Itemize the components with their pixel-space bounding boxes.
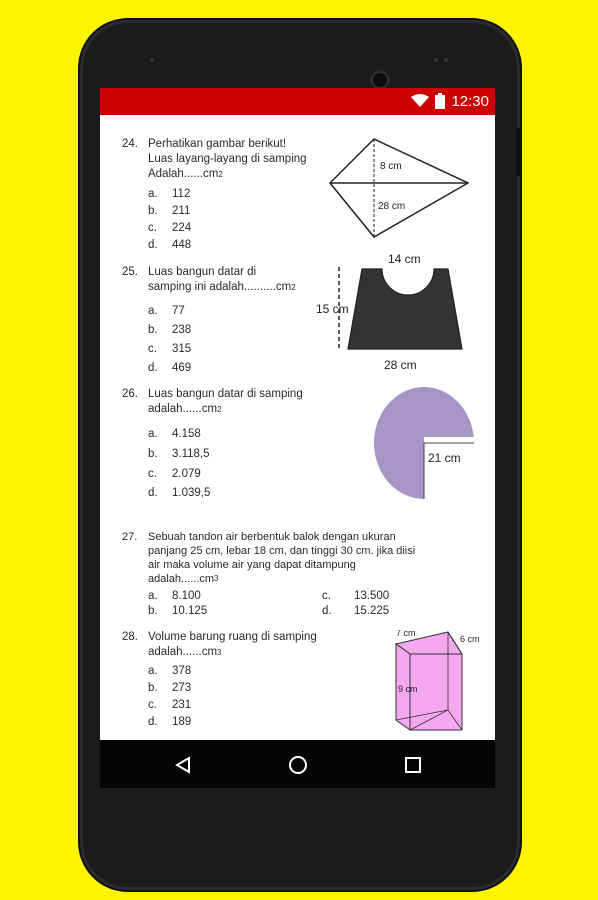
option-b[interactable] (148, 205, 190, 217)
option-value: 315 (172, 343, 192, 355)
question-number: 24. (122, 138, 138, 150)
option-value: 211 (172, 205, 191, 217)
superscript: 3 (214, 574, 219, 583)
option-value: 231 (172, 699, 192, 711)
option-letter: b. (148, 605, 158, 617)
option-letter: d. (322, 605, 332, 617)
option-c[interactable] (322, 590, 389, 602)
option-b[interactable] (148, 324, 191, 336)
option-value: 448 (172, 239, 192, 251)
question-text: adalah......cm (148, 573, 215, 585)
option-letter: a. (148, 665, 158, 677)
option-value: 469 (172, 362, 192, 374)
option-a[interactable] (148, 305, 185, 317)
option-d[interactable] (148, 716, 191, 728)
recents-icon (403, 755, 423, 775)
option-value: 189 (172, 716, 192, 728)
option-value: 10.125 (172, 605, 208, 617)
question-text: Perhatikan gambar berikut! (148, 138, 287, 150)
sensor-dot (434, 58, 438, 62)
option-a[interactable] (148, 590, 201, 602)
question-28 (122, 630, 372, 658)
option-b[interactable] (148, 448, 210, 460)
back-icon (173, 755, 193, 775)
superscript: 2 (217, 405, 222, 414)
question-text: panjang 25 cm, lebar 18 cm, dan tinggi 30 cm. jika diisi (148, 545, 416, 557)
option-a[interactable] (148, 428, 201, 440)
option-value: 378 (172, 665, 192, 677)
figure-label: 7 cm (396, 630, 416, 638)
option-letter: d. (148, 716, 158, 728)
recents-button[interactable] (400, 752, 426, 778)
question-text: Luas bangun datar di samping (148, 388, 303, 400)
option-a[interactable] (148, 665, 191, 677)
question-text: Volume barung ruang di samping (148, 631, 317, 643)
wifi-icon (411, 94, 429, 108)
option-letter: b. (148, 682, 158, 694)
question-number: 26. (122, 388, 138, 400)
question-27 (122, 530, 482, 585)
option-value: 1.039,5 (172, 487, 211, 499)
question-number: 25. (122, 266, 138, 278)
question-text: Adalah......cm (148, 168, 219, 180)
option-letter: d. (148, 487, 158, 499)
option-letter: d. (148, 239, 158, 251)
option-letter: d. (148, 362, 158, 374)
three-quarter-circle-figure (370, 385, 485, 505)
option-letter: a. (148, 188, 158, 200)
option-letter: c. (148, 343, 157, 355)
kite-figure (328, 137, 470, 241)
option-letter: c. (148, 222, 157, 234)
option-d[interactable] (148, 239, 191, 251)
question-text: Luas layang-layang di samping (148, 153, 307, 165)
option-letter: b. (148, 448, 158, 460)
option-b[interactable] (148, 682, 191, 694)
front-camera (370, 70, 390, 90)
option-value: 112 (172, 188, 191, 200)
back-button[interactable] (170, 752, 196, 778)
figure-label: 8 cm (380, 161, 402, 172)
question-text: adalah......cm (148, 646, 218, 658)
question-text: air maka volume air yang dapat ditampung (148, 559, 356, 571)
figure-label: 6 cm (460, 634, 480, 644)
figure-label: 14 cm (388, 252, 421, 266)
battery-icon (435, 93, 445, 109)
superscript: 2 (218, 170, 223, 179)
option-letter: c. (148, 468, 157, 480)
question-24 (122, 137, 352, 180)
option-value: 273 (172, 682, 192, 694)
option-d[interactable] (322, 605, 389, 617)
superscript: 2 (291, 283, 296, 292)
option-value: 4.158 (172, 428, 201, 440)
status-bar (100, 88, 495, 115)
figure-label: 28 cm (378, 201, 406, 212)
question-number: 28. (122, 631, 138, 643)
option-value: 77 (172, 305, 185, 317)
phone-screen (100, 88, 495, 788)
option-letter: b. (148, 324, 158, 336)
option-c[interactable] (148, 468, 201, 480)
option-c[interactable] (148, 699, 191, 711)
question-text: Luas bangun datar di (148, 266, 257, 278)
option-c[interactable] (148, 343, 191, 355)
sensor-dot (150, 58, 154, 62)
option-value: 15.225 (354, 605, 390, 617)
option-d[interactable] (148, 487, 210, 499)
option-c[interactable] (148, 222, 191, 234)
home-icon (287, 754, 309, 776)
option-value: 8.100 (172, 590, 201, 602)
figure-label: 15 cm (316, 302, 349, 316)
question-number: 27. (122, 531, 138, 543)
option-value: 3.118,5 (172, 448, 210, 460)
worksheet-page[interactable] (100, 115, 495, 740)
question-26 (122, 387, 362, 415)
question-text: Sebuah tandon air berbentuk balok dengan ukuran (148, 531, 396, 543)
question-text: adalah......cm (148, 403, 218, 415)
figure-label: 9 cm (398, 684, 418, 694)
option-d[interactable] (148, 362, 191, 374)
option-a[interactable] (148, 188, 190, 200)
status-time: 12:30 (451, 92, 489, 110)
option-letter: c. (322, 590, 331, 602)
option-letter: b. (148, 205, 158, 217)
trapezoid-figure (312, 251, 472, 377)
figure-label: 21 cm (428, 451, 461, 465)
home-button[interactable] (285, 752, 311, 778)
power-button (516, 128, 520, 176)
option-value: 2.079 (172, 468, 201, 480)
option-letter: a. (148, 305, 158, 317)
sensor-dot (444, 58, 448, 62)
option-b[interactable] (148, 605, 207, 617)
superscript: 3 (217, 648, 222, 657)
question-25 (122, 265, 332, 293)
option-value: 13.500 (354, 590, 390, 602)
figure-label: 28 cm (384, 358, 417, 372)
navigation-bar (100, 740, 495, 788)
option-value: 238 (172, 324, 192, 336)
option-letter: a. (148, 428, 158, 440)
option-letter: a. (148, 590, 158, 602)
prism-figure (390, 630, 494, 740)
option-value: 224 (172, 222, 192, 234)
option-letter: c. (148, 699, 157, 711)
question-text: samping ini adalah..........cm (148, 281, 292, 293)
